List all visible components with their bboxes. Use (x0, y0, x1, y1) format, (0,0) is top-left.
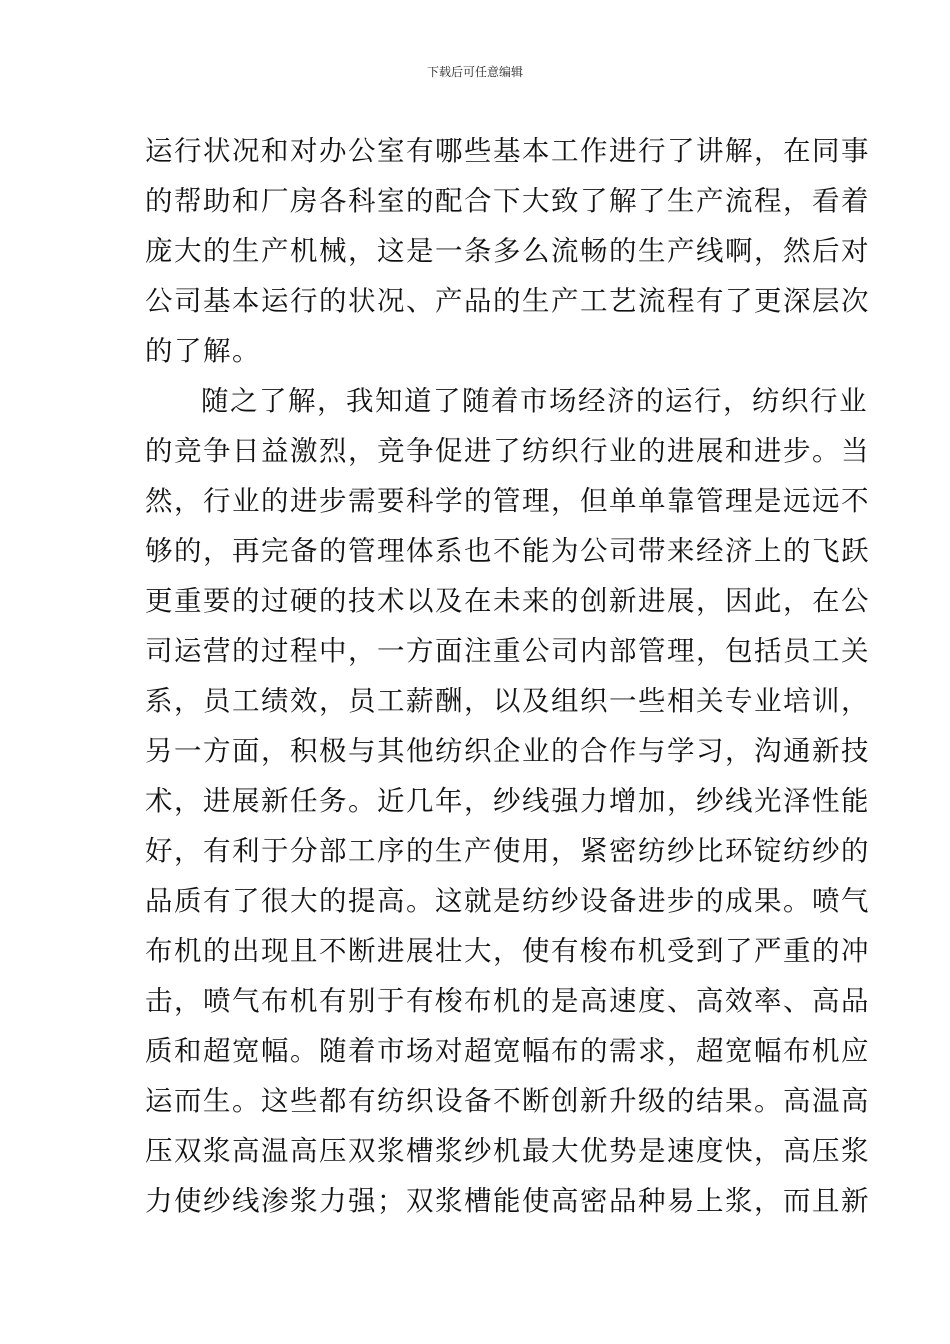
text-line: 力使纱线渗浆力强；双浆槽能使高密品种易上浆，而且新 (145, 1185, 870, 1217)
text-line: 击，喷气布机有别于有梭布机的是高速度、高效率、高品 (145, 985, 870, 1017)
text-line: 运而生。这些都有纺织设备不断创新升级的结果。高温高 (145, 1085, 870, 1117)
text-line: 然，行业的进步需要科学的管理，但单单靠管理是远远不 (145, 485, 870, 517)
text-line: 司运营的过程中，一方面注重公司内部管理，包括员工关 (145, 635, 870, 667)
text-line: 系，员工绩效，员工薪酬，以及组织一些相关专业培训， (145, 685, 870, 717)
text-line: 品质有了很大的提高。这就是纺纱设备进步的成果。喷气 (145, 885, 870, 917)
text-line: 够的，再完备的管理体系也不能为公司带来经济上的飞跃 (145, 535, 870, 567)
text-line: 的帮助和厂房各科室的配合下大致了解了生产流程，看着 (145, 185, 870, 217)
text-line: 公司基本运行的状况、产品的生产工艺流程有了更深层次 (145, 285, 870, 317)
paragraph-start-line: 随之了解，我知道了随着市场经济的运行，纺织行业 (201, 385, 868, 417)
text-line: 庞大的生产机械，这是一条多么流畅的生产线啊，然后对 (145, 235, 870, 267)
text-line: 术，进展新任务。近几年，纱线强力增加，纱线光泽性能 (145, 785, 870, 817)
text-line: 质和超宽幅。随着市场对超宽幅布的需求，超宽幅布机应 (145, 1035, 870, 1067)
text-line: 更重要的过硬的技术以及在未来的创新进展，因此，在公 (145, 585, 870, 617)
text-line: 的了解。 (145, 335, 261, 367)
page-header: 下载后可任意编辑 (426, 65, 523, 79)
text-line: 运行状况和对办公室有哪些基本工作进行了讲解，在同事 (145, 135, 870, 167)
text-line: 另一方面，积极与其他纺织企业的合作与学习，沟通新技 (145, 735, 870, 767)
text-line: 好，有利于分部工序的生产使用，紧密纺纱比环锭纺纱的 (145, 835, 870, 867)
text-line: 的竞争日益激烈，竞争促进了纺织行业的进展和进步。当 (145, 435, 870, 467)
text-line: 布机的出现且不断进展壮大，使有梭布机受到了严重的冲 (145, 935, 870, 967)
body-text (145, 126, 870, 1226)
text-line: 压双浆高温高压双浆槽浆纱机最大优势是速度快，高压浆 (145, 1135, 870, 1167)
